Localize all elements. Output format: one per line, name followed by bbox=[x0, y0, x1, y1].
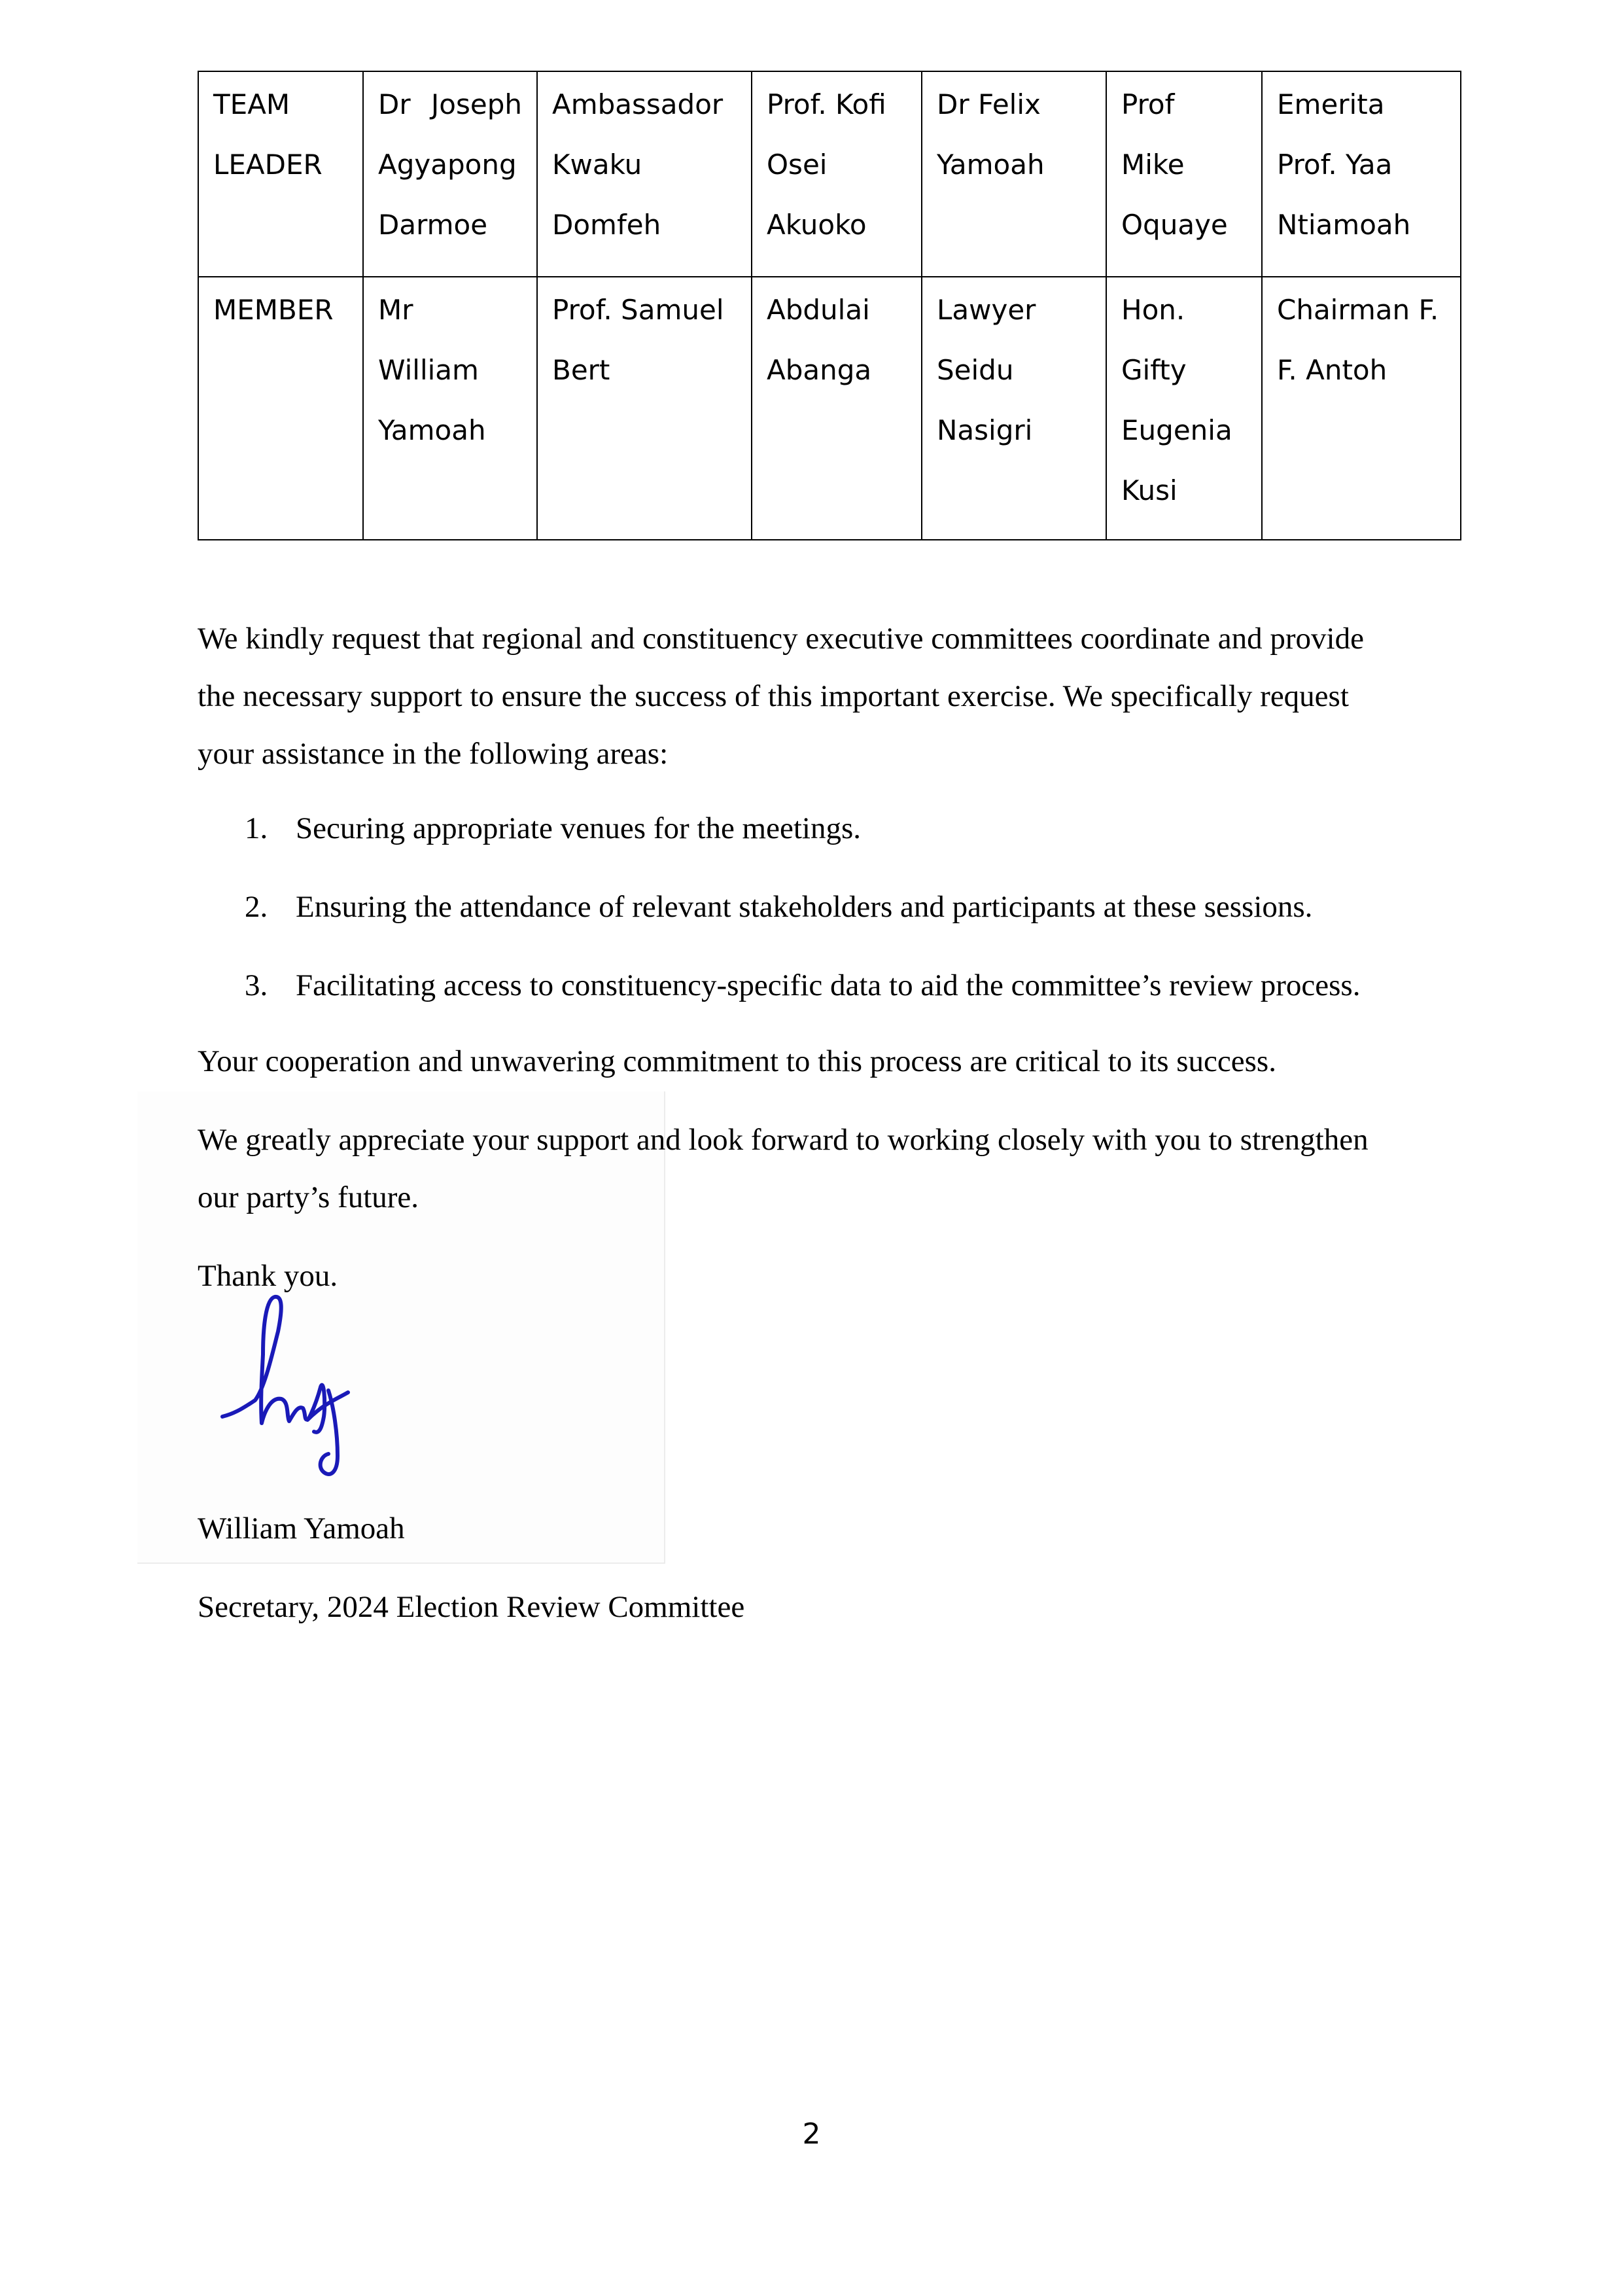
list-item: 3. Facilitating access to constituency-specific data to aid the committee’s review process. bbox=[245, 968, 1361, 1002]
name-cell: Dr Joseph Agyapong Darmoe bbox=[363, 71, 537, 277]
role-cell: TEAM LEADER bbox=[198, 71, 363, 277]
name-cell: Prof. Kofi Osei Akuoko bbox=[752, 71, 922, 277]
name-cell: Chairman F. F. Antoh bbox=[1262, 277, 1461, 540]
page-number: 2 bbox=[802, 2117, 821, 2151]
list-item: 1. Securing appropriate venues for the meetings. bbox=[245, 811, 861, 845]
appreciation-paragraph: We greatly appreciate your support and look forward to working closely with you to strengthen our party’s future. bbox=[198, 1123, 1369, 1214]
role-cell: MEMBER bbox=[198, 277, 363, 540]
request-paragraph: We kindly request that regional and constituency executive committees coordinate and provide the necessary support to ensure the success of this important exercise. We specifically request your assistance in the following areas: bbox=[198, 622, 1364, 771]
name-cell: Abdulai Abanga bbox=[752, 277, 922, 540]
name-cell: Lawyer Seidu Nasigri bbox=[922, 277, 1106, 540]
name-cell: Mr William Yamoah bbox=[363, 277, 537, 540]
name-cell: Dr Felix Yamoah bbox=[922, 71, 1106, 277]
name-cell: Hon. Gifty Eugenia Kusi bbox=[1106, 277, 1262, 540]
signer-title: Secretary, 2024 Election Review Committee bbox=[198, 1590, 745, 1624]
name-cell: Prof Mike Oquaye bbox=[1106, 71, 1262, 277]
name-cell: Prof. Samuel Bert bbox=[537, 277, 752, 540]
areas-list bbox=[198, 800, 1460, 1035]
handwritten-signature bbox=[209, 1282, 406, 1518]
table-row-team-leader bbox=[198, 71, 1461, 277]
table-row-member bbox=[198, 277, 1461, 540]
cooperation-text: Your cooperation and unwavering commitment to this process are critical to its success. bbox=[198, 1044, 1276, 1078]
signer-name: William Yamoah bbox=[198, 1511, 405, 1545]
closing-text: Thank you. bbox=[198, 1259, 338, 1293]
committee-table bbox=[198, 71, 1461, 540]
justified-line: Dr Joseph bbox=[378, 88, 522, 120]
list-item: 2. Ensuring the attendance of relevant stakeholders and participants at these sessions. bbox=[245, 890, 1313, 924]
name-cell: Emerita Prof. Yaa Ntiamoah bbox=[1262, 71, 1461, 277]
name-cell: Ambassador Kwaku Domfeh bbox=[537, 71, 752, 277]
